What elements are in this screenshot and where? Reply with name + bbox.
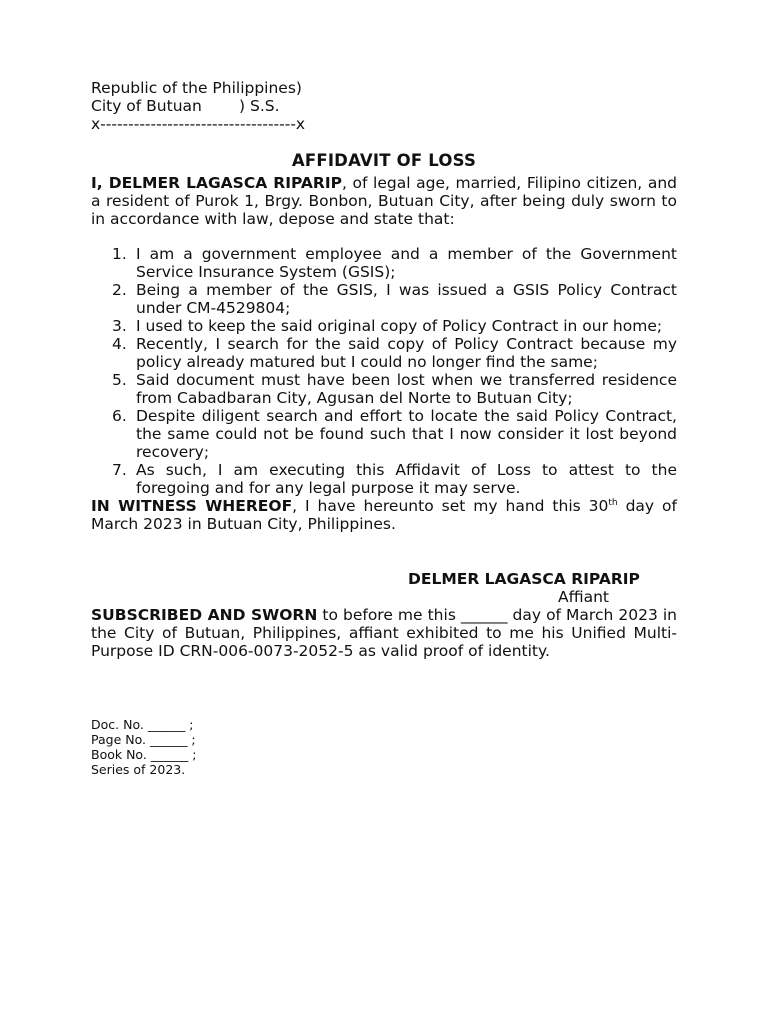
statement-list	[91, 245, 677, 497]
venue-ss: ) S.S.	[239, 97, 280, 115]
list-item-text: Being a member of the GSIS, I was issued a GSIS Policy Contract under CM-4529804;	[136, 281, 677, 317]
witness-text-b: day of March 2023 in Butuan City, Philippines.	[91, 497, 677, 533]
series-year: Series of 2023.	[91, 762, 186, 777]
page-number: Page No. ______ ;	[91, 732, 196, 747]
notarial-register	[91, 717, 677, 777]
list-item-number: 3.	[112, 317, 127, 335]
jurat-lead: SUBSCRIBED AND SWORN	[91, 606, 318, 624]
intro-paragraph	[91, 174, 677, 228]
jurat-paragraph	[91, 606, 677, 660]
affiant-signature-name: DELMER LAGASCA RIPARIP	[408, 570, 640, 588]
affiant-name-intro: I, DELMER LAGASCA RIPARIP	[91, 174, 342, 192]
list-item	[91, 371, 677, 407]
affiant-label: Affiant	[558, 588, 609, 606]
list-item-number: 4.	[112, 335, 127, 353]
list-item-number: 2.	[112, 281, 127, 299]
list-item-number: 1.	[112, 245, 127, 263]
list-item-text: Said document must have been lost when we transferred residence from Cabadbaran City, Agusan del Norte to Butuan City;	[136, 371, 677, 407]
witness-paragraph	[91, 497, 677, 533]
witness-text-a: , I have hereunto set my hand this 30	[292, 497, 609, 515]
venue-divider: x-----------------------------------x	[91, 115, 306, 133]
document-title: AFFIDAVIT OF LOSS	[291, 151, 477, 170]
list-item-number: 5.	[112, 371, 127, 389]
list-item-text: Despite diligent search and effort to locate the said Policy Contract, the same could not be found such that I now consider it lost beyond recovery;	[136, 407, 677, 461]
intro-text: , of legal age, married, Filipino citizen, and a resident of Purok 1, Brgy. Bonbon, Butuan City, after being duly sworn to in accordance with law, depose and state that:	[91, 174, 677, 228]
doc-number: Doc. No. ______ ;	[91, 717, 194, 732]
list-item-text: I used to keep the said original copy of Policy Contract in our home;	[136, 317, 663, 335]
list-item-number: 6.	[112, 407, 127, 425]
list-item	[91, 317, 677, 335]
book-number: Book No. ______ ;	[91, 747, 197, 762]
venue-city	[91, 97, 677, 115]
list-item-text: Recently, I search for the said copy of Policy Contract because my policy already matured but I could no longer find the same;	[136, 335, 677, 371]
affidavit-page	[91, 79, 677, 777]
list-item	[91, 281, 677, 317]
list-item	[91, 407, 677, 461]
witness-lead: IN WITNESS WHEREOF	[91, 497, 293, 515]
list-item	[91, 335, 677, 371]
venue-city-name: City of Butuan	[91, 97, 202, 115]
list-item-text: I am a government employee and a member of the Government Service Insurance System (GSIS);	[136, 245, 677, 281]
venue-block	[91, 79, 677, 133]
list-item-number: 7.	[112, 461, 127, 479]
list-item-text: As such, I am executing this Affidavit of Loss to attest to the foregoing and for any legal purpose it may serve.	[136, 461, 677, 497]
jurat-text: to before me this ______ day of March 2023 in the City of Butuan, Philippines, affiant exhibited to me his Unified Multi-Purpose ID CRN-006-0073-2052-5 as valid proof of identity.	[91, 606, 677, 660]
list-item	[91, 461, 677, 497]
venue-republic: Republic of the Philippines)	[91, 79, 302, 97]
list-item	[91, 245, 677, 281]
witness-ordinal: th	[608, 498, 618, 508]
